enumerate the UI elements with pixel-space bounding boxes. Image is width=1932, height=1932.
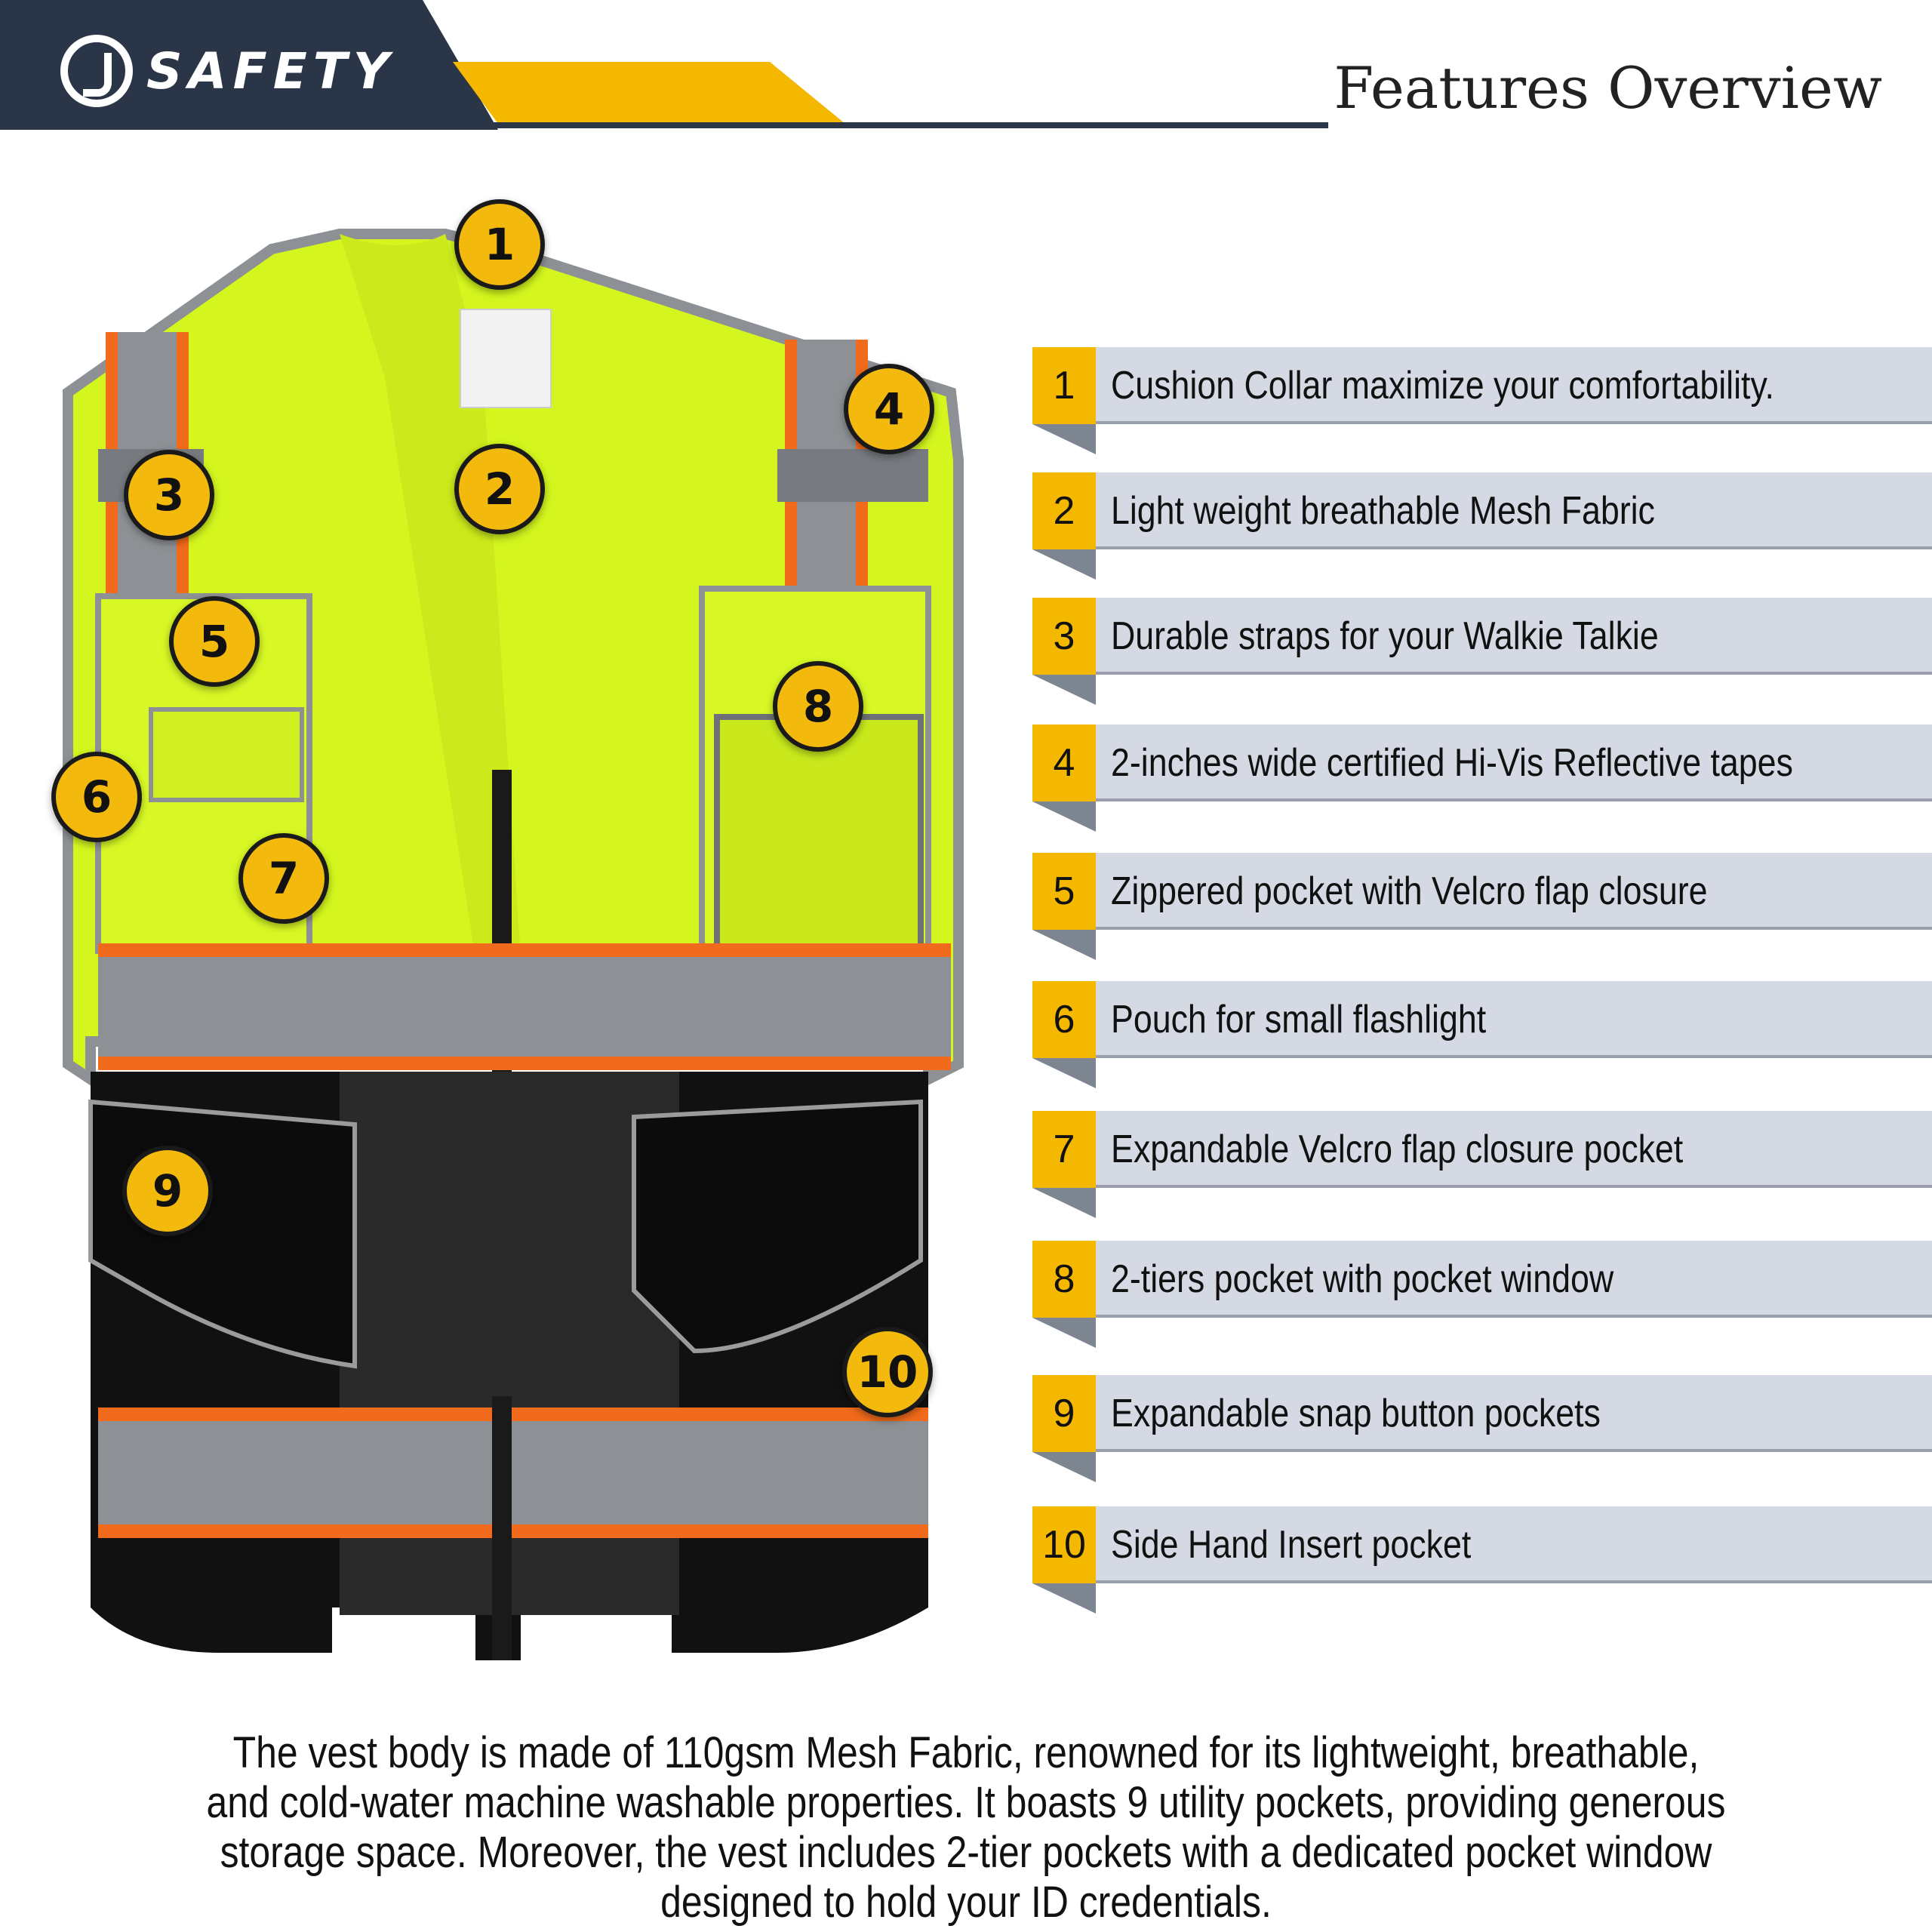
- feature-number: 9: [1032, 1375, 1096, 1452]
- marker-8: 8: [773, 661, 863, 752]
- marker-4: 4: [844, 364, 934, 454]
- feature-tab: [1032, 549, 1096, 580]
- feature-label: Pouch for small flashlight: [1111, 998, 1487, 1041]
- left-pocket-flap: [151, 709, 302, 800]
- feature-tab: [1032, 424, 1096, 454]
- feature-item: [1032, 853, 1932, 966]
- feature-number: 3: [1032, 598, 1096, 675]
- vest-tag: [460, 309, 551, 408]
- waist-reflective-band: [98, 951, 951, 1064]
- brand-logo-icon: [60, 35, 133, 107]
- feature-tab: [1032, 930, 1096, 960]
- feature-number: 2: [1032, 472, 1096, 549]
- feature-tab: [1032, 1188, 1096, 1218]
- feature-item: [1032, 347, 1932, 460]
- lower-band-orange-bottom: [98, 1524, 928, 1538]
- lower-band-orange-top: [98, 1407, 928, 1421]
- header-accent-stripe: [453, 62, 845, 124]
- id-pocket-window: [717, 717, 921, 951]
- marker-6: 6: [51, 752, 142, 842]
- feature-label: Zippered pocket with Velcro flap closure: [1111, 869, 1708, 913]
- feature-number: 5: [1032, 853, 1096, 930]
- product-description: The vest body is made of 110gsm Mesh Fabric, renowned for its lightweight, breathable, and cold-water machine washable properties. It boasts 9 utility pockets, providing generous storage space. Moreover, the vest includes 2-tier pockets with a dedicated pocket window designed to hold your ID credentials.: [206, 1728, 1726, 1927]
- feature-label: Durable straps for your Walkie Talkie: [1111, 614, 1659, 658]
- feature-tab: [1032, 675, 1096, 705]
- lower-reflective-band: [98, 1419, 928, 1532]
- waist-band-orange-top: [98, 943, 951, 957]
- header-underline: [483, 122, 1328, 128]
- marker-10: 10: [842, 1327, 933, 1417]
- feature-number: 8: [1032, 1241, 1096, 1318]
- waist-band-orange-bottom: [98, 1057, 951, 1070]
- feature-number: 1: [1032, 347, 1096, 424]
- feature-item: [1032, 472, 1932, 586]
- feature-label: 2-tiers pocket with pocket window: [1111, 1257, 1614, 1301]
- feature-tab: [1032, 801, 1096, 832]
- marker-5: 5: [169, 596, 260, 687]
- marker-7: 7: [238, 833, 329, 924]
- marker-9: 9: [122, 1146, 213, 1236]
- feature-number: 4: [1032, 724, 1096, 801]
- front-zipper-lower: [492, 1396, 512, 1660]
- feature-tab: [1032, 1583, 1096, 1614]
- feature-item: [1032, 1111, 1932, 1224]
- feature-item: [1032, 1241, 1932, 1354]
- feature-item: [1032, 981, 1932, 1094]
- marker-2: 2: [454, 444, 545, 534]
- feature-tab: [1032, 1318, 1096, 1348]
- feature-label: Light weight breathable Mesh Fabric: [1111, 489, 1655, 533]
- feature-number: 6: [1032, 981, 1096, 1058]
- feature-item: [1032, 1375, 1932, 1488]
- feature-number: 7: [1032, 1111, 1096, 1188]
- feature-item: [1032, 598, 1932, 711]
- marker-1: 1: [454, 199, 545, 290]
- feature-tab: [1032, 1058, 1096, 1088]
- feature-label: Side Hand Insert pocket: [1111, 1523, 1472, 1567]
- feature-label: 2-inches wide certified Hi-Vis Reflective tapes: [1111, 741, 1793, 785]
- feature-label: Cushion Collar maximize your comfortability.: [1111, 364, 1774, 408]
- marker-3: 3: [124, 450, 214, 540]
- feature-tab: [1032, 1452, 1096, 1482]
- feature-label: Expandable snap button pockets: [1111, 1392, 1601, 1435]
- vest-illustration: [23, 189, 1004, 1668]
- feature-label: Expandable Velcro flap closure pocket: [1111, 1128, 1684, 1171]
- brand-logo-text: SAFETY: [146, 42, 395, 100]
- brand-logo: [60, 35, 395, 107]
- page-title: Features Overview: [1334, 54, 1882, 122]
- feature-item: [1032, 724, 1932, 838]
- feature-number: 10: [1032, 1506, 1096, 1583]
- right-radio-strap: [777, 449, 928, 502]
- feature-item: [1032, 1506, 1932, 1620]
